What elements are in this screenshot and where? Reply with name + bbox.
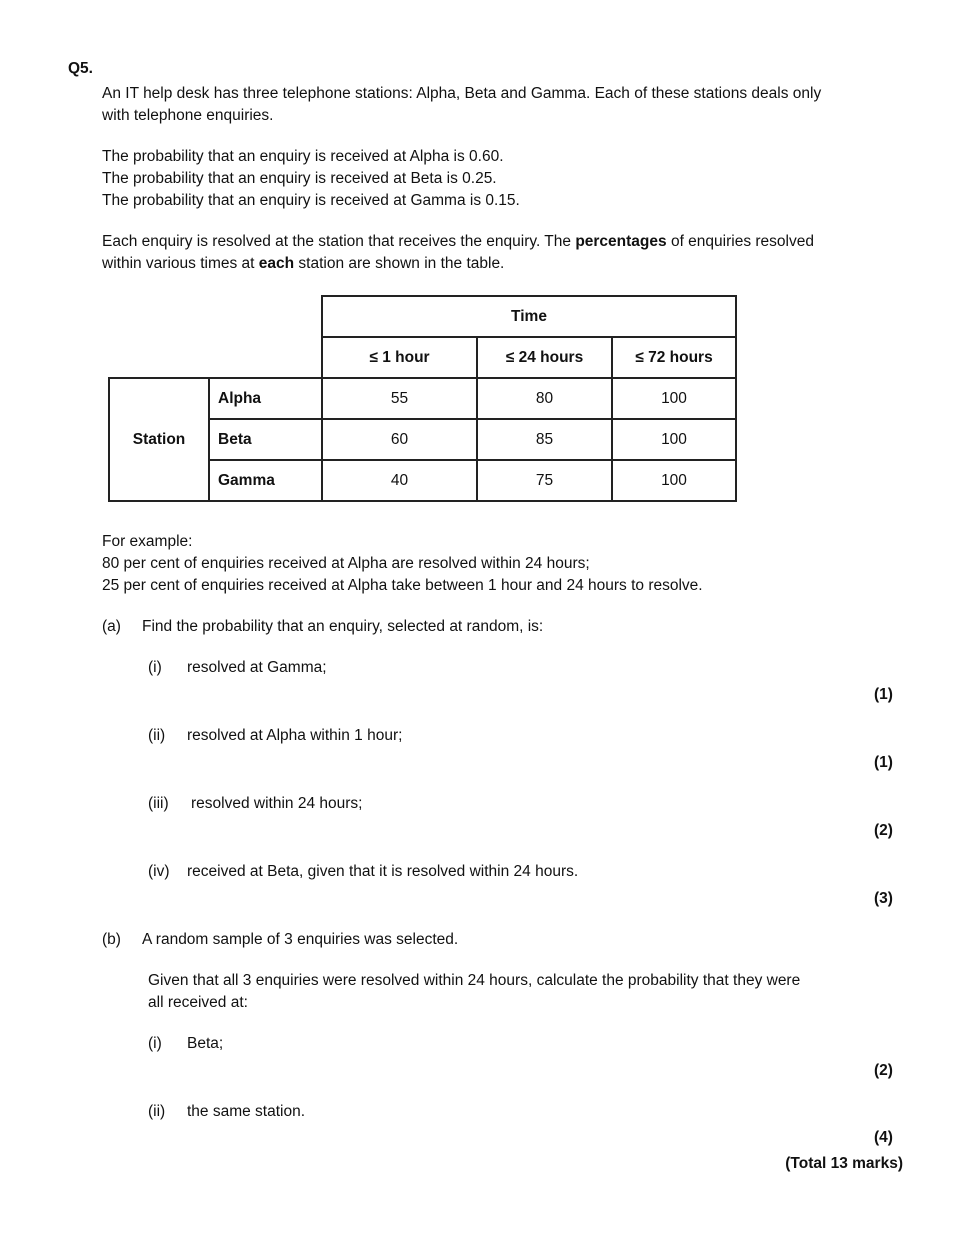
intro-line-1: An IT help desk has three telephone stations: Alpha, Beta and Gamma. Each of these stations deals only [102,85,822,102]
column-header: ≤ 1 hour [322,337,477,378]
example-line: 25 per cent of enquiries received at Alpha take between 1 hour and 24 hours to resolve. [102,577,703,594]
table-row [109,337,736,378]
marks: (2) [874,1062,893,1079]
station-label: Station [109,378,209,501]
marks: (3) [874,890,893,907]
column-header: ≤ 24 hours [477,337,612,378]
intro-line-2: with telephone enquiries. [102,107,274,124]
part-a-label: (a) [102,618,121,635]
station-name: Alpha [209,378,322,419]
part-b-i-text: Beta; [187,1035,224,1052]
part-a-ii-label: (ii) [148,727,166,744]
marks: (2) [874,822,893,839]
table-cell: 60 [322,419,477,460]
total-marks: (Total 13 marks) [785,1155,903,1172]
table-cell: 80 [477,378,612,419]
table-cell: 40 [322,460,477,501]
table-corner [109,337,322,378]
part-a-text: Find the probability that an enquiry, selected at random, is: [142,618,544,635]
resolve-intro-emphasis: percentages [575,233,667,250]
question-number: Q5. [68,60,93,77]
marks: (1) [874,686,893,703]
station-name: Gamma [209,460,322,501]
time-header: Time [322,296,736,337]
part-a-iv-text: received at Beta, given that it is resolved within 24 hours. [187,863,579,880]
part-b-given-line: Given that all 3 enquiries were resolved within 24 hours, calculate the probability that they were [148,972,801,989]
part-b-ii-text: the same station. [187,1103,306,1120]
part-a-iii-text: resolved within 24 hours; [191,795,363,812]
table-cell: 85 [477,419,612,460]
resolve-intro-text: within various times at [102,255,259,272]
station-name: Beta [209,419,322,460]
part-b-given-line: all received at: [148,994,248,1011]
example-heading: For example: [102,533,193,550]
part-a-ii-text: resolved at Alpha within 1 hour; [187,727,403,744]
table-corner [109,296,322,337]
resolve-intro-text: Each enquiry is resolved at the station that receives the enquiry. The [102,233,576,250]
probability-alpha: The probability that an enquiry is received at Alpha is 0.60. [102,148,504,165]
part-b-ii-label: (ii) [148,1103,166,1120]
resolution-table [108,295,737,502]
part-a-i-text: resolved at Gamma; [187,659,327,676]
resolve-intro-line-1 [102,231,814,253]
table-cell: 75 [477,460,612,501]
resolve-intro-text: of enquiries resolved [666,233,814,250]
resolve-intro-emphasis: each [258,255,295,272]
table-cell: 55 [322,378,477,419]
part-a-i-label: (i) [148,659,162,676]
marks: (1) [874,754,893,771]
resolve-intro-text: station are shown in the table. [294,255,505,272]
probability-gamma: The probability that an enquiry is received at Gamma is 0.15. [102,192,520,209]
resolve-intro-line-2 [102,253,504,275]
table-cell: 100 [612,419,736,460]
part-a-iii-label: (iii) [148,795,169,812]
part-b-i-label: (i) [148,1035,162,1052]
table-row [109,378,736,419]
part-b-label: (b) [102,931,121,948]
table-cell: 100 [612,378,736,419]
marks: (4) [874,1129,893,1146]
column-header: ≤ 72 hours [612,337,736,378]
part-a-iv-label: (iv) [148,863,170,880]
table-row [109,296,736,337]
part-b-text: A random sample of 3 enquiries was selected. [142,931,459,948]
table-cell: 100 [612,460,736,501]
example-line: 80 per cent of enquiries received at Alpha are resolved within 24 hours; [102,555,590,572]
probability-beta: The probability that an enquiry is received at Beta is 0.25. [102,170,497,187]
